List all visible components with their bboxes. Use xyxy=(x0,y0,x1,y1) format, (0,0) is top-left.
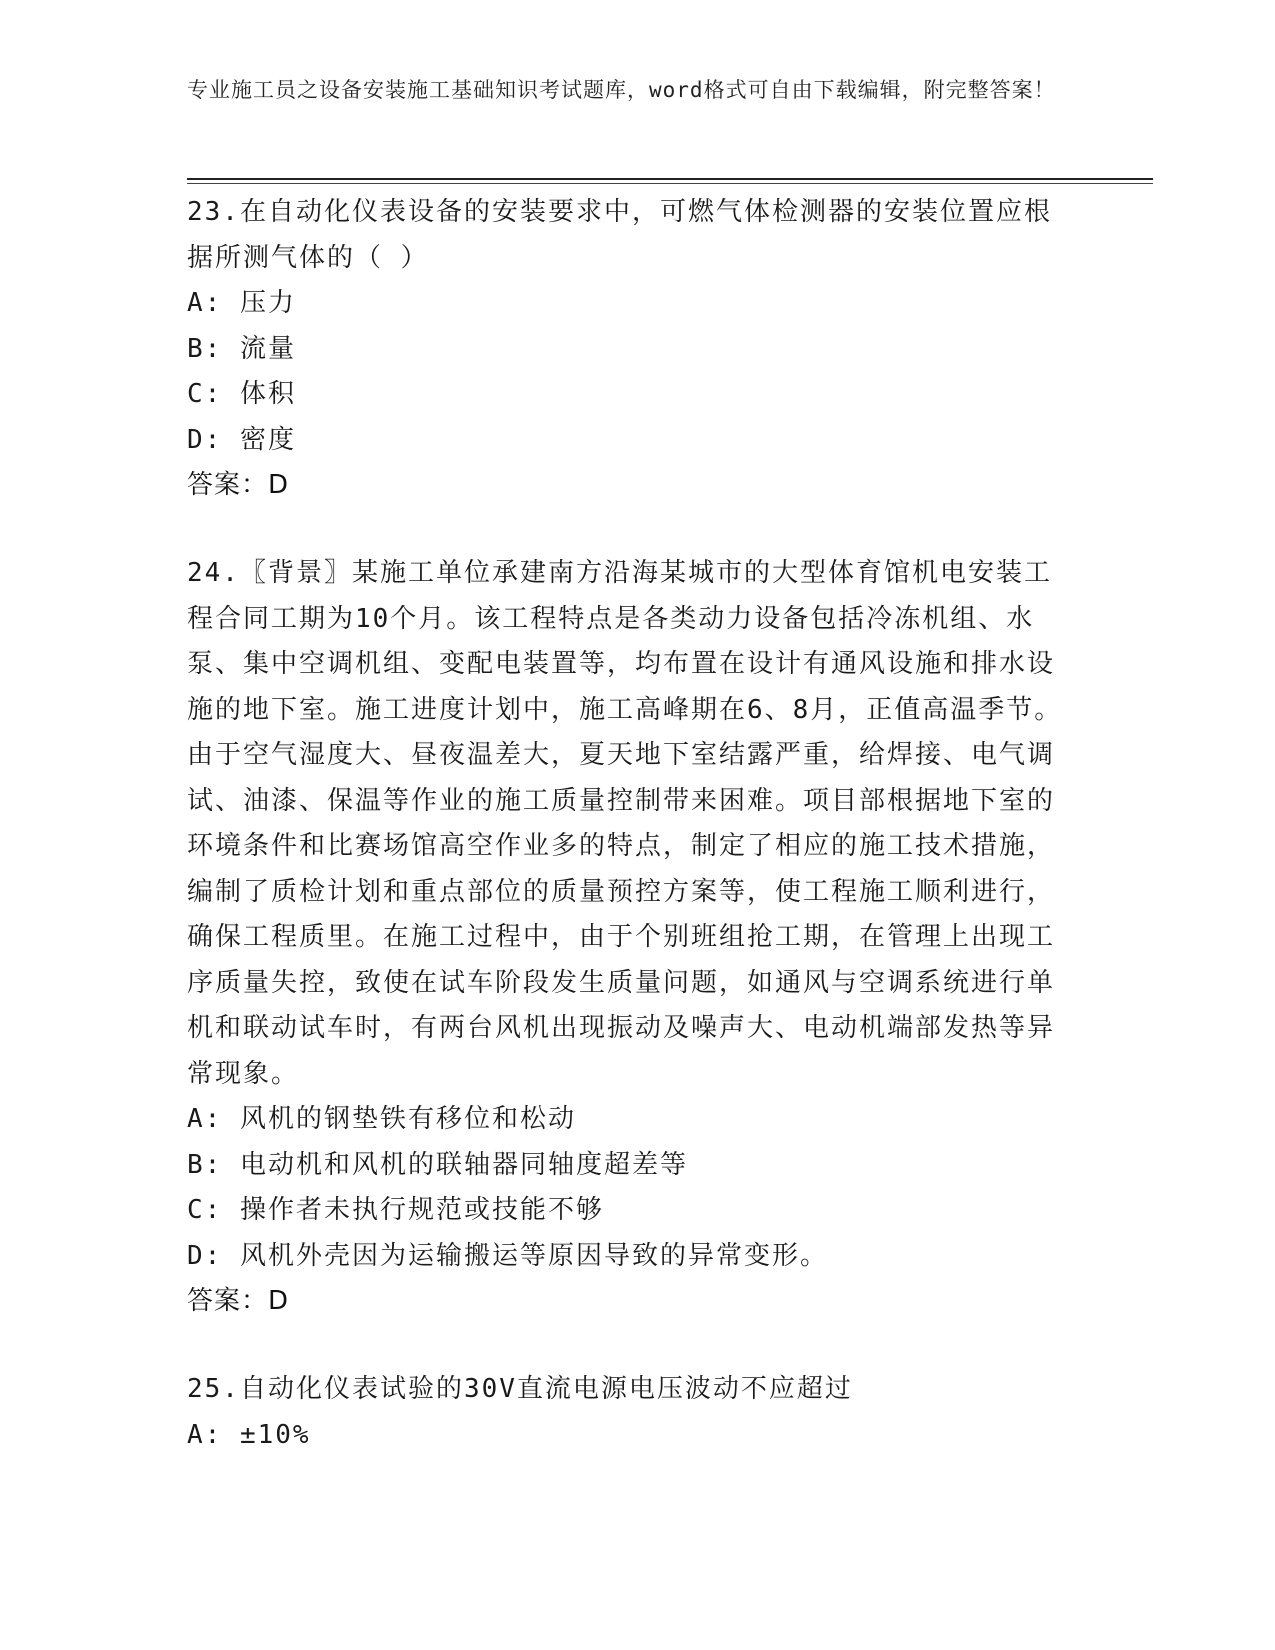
header-rule-thick xyxy=(187,178,1153,180)
option-text: 风机的钢垫铁有移位和松动 xyxy=(239,1104,576,1134)
option-text: 操作者未执行规范或技能不够 xyxy=(239,1195,604,1225)
option-c xyxy=(187,1188,1077,1234)
option-text: ±10% xyxy=(239,1419,311,1450)
option-letter: C: xyxy=(187,1195,223,1225)
option-letter: D: xyxy=(187,1240,223,1271)
option-b xyxy=(187,1143,1077,1189)
option-letter: A: xyxy=(187,1419,223,1450)
question-list xyxy=(187,190,1077,1458)
option-letter: D: xyxy=(187,424,223,455)
option-text: 风机外壳因为运输搬运等原因导致的异常变形。 xyxy=(239,1240,828,1271)
question-24 xyxy=(187,551,1077,1324)
answer-text: 答案：D xyxy=(187,470,290,500)
option-letter: B: xyxy=(187,333,223,364)
option-d xyxy=(187,418,1077,464)
option-letter: A: xyxy=(187,1104,223,1134)
answer-text: 答案：D xyxy=(187,1286,290,1316)
question-text: 23.在自动化仪表设备的安装要求中，可燃气体检测器的安装位置应根据所测气体的（ ） xyxy=(187,197,1052,273)
question-23 xyxy=(187,190,1077,508)
question-25 xyxy=(187,1367,1077,1458)
option-b xyxy=(187,327,1077,373)
option-text: 电动机和风机的联轴器同轴度超差等 xyxy=(239,1149,688,1180)
question-spacer xyxy=(187,508,1077,551)
option-text: 压力 xyxy=(239,288,296,318)
option-text: 流量 xyxy=(239,333,296,364)
option-c xyxy=(187,372,1077,418)
option-a xyxy=(187,1097,1077,1143)
question-text: 24.〖背景〗某施工单位承建南方沿海某城市的大型体育馆机电安装工程合同工期为10个月。该工程特点是各类动力设备包括冷冻机组、水泵、集中空调机组、变配电装置等，均布置在设计有通风设施和排水设施的地下室。施工进度计划中，施工高峰期在6、8月，正值高温季节。由于空气湿度大、昼夜温差大，夏天地下室结露严重，给焊接、电气调试、油漆、保温等作业的施工质量控制带来困难。项目部根据地下室的环境条件和比赛场馆高空作业多的特点，制定了相应的施工技术措施，编制了质检计划和重点部位的质量预控方案等，使工程施工顺利进行，确保工程质里。在施工过程中，由于个别班组抢工期，在管理上出现工序质量失控，致使在试车阶段发生质量问题，如通风与空调系统进行单机和联动试车时，有两台风机出现振动及噪声大、电动机端部发热等异常现象。 xyxy=(187,558,1063,1089)
option-letter: C: xyxy=(187,379,223,409)
option-a xyxy=(187,1413,1077,1459)
option-text: 密度 xyxy=(239,424,296,455)
option-text: 体积 xyxy=(239,379,296,409)
option-letter: A: xyxy=(187,288,223,318)
option-letter: B: xyxy=(187,1149,223,1180)
question-text: 25.自动化仪表试验的30V直流电源电压波动不应超过 xyxy=(187,1374,853,1404)
option-a xyxy=(187,281,1077,327)
question-spacer xyxy=(187,1324,1077,1367)
header-rule-thin xyxy=(187,183,1153,184)
page-header-text: 专业施工员之设备安装施工基础知识考试题库，word格式可自由下载编辑，附完整答案！ xyxy=(187,78,1056,102)
option-d xyxy=(187,1234,1077,1280)
